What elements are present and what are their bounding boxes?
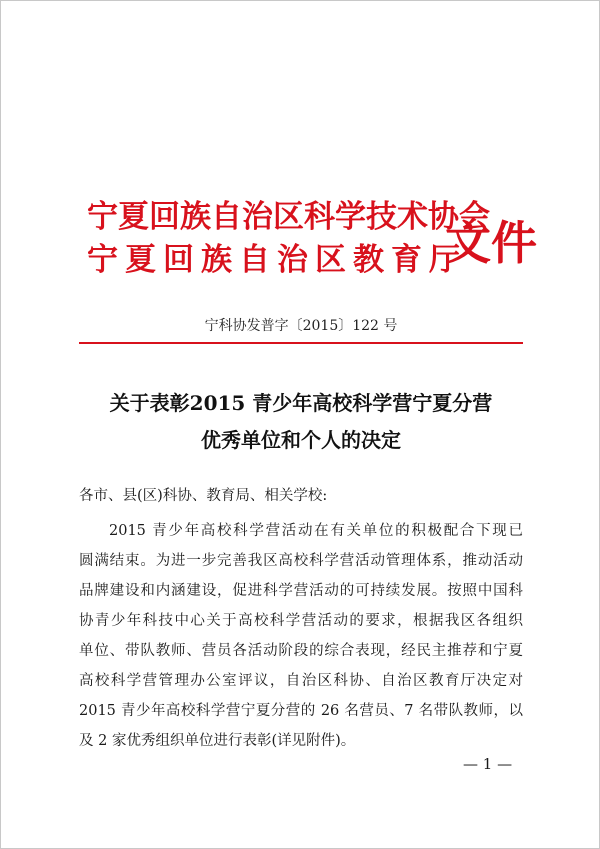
red-separator-line — [79, 342, 523, 344]
document-type-label: 文件 — [445, 216, 537, 270]
document-title-line-1: 关于表彰2015 青少年高校科学营宁夏分营 — [109, 391, 493, 415]
document-number: 宁科协发普字〔2015〕122 号 — [204, 318, 398, 334]
body-line: 圆满结束。为进一步完善我区高校科学营活动管理体系，推动活动 — [79, 553, 523, 569]
issuer-name-primary: 宁夏回族自治区科学技术协会 — [87, 199, 490, 235]
salutation: 各市、县(区)科协、教育局、相关学校: — [79, 488, 328, 504]
body-line: 及 2 家优秀组织单位进行表彰(详见附件)。 — [79, 733, 356, 749]
body-line: 高校科学营管理办公室评议，自治区科协、自治区教育厅决定对 — [79, 673, 523, 689]
issuer-name-secondary: 宁夏回族自治区教育厅 — [87, 242, 467, 278]
body-line: 单位、带队教师、营员各活动阶段的综合表现，经民主推荐和宁夏 — [79, 643, 523, 659]
body-line: 2015 青少年高校科学营宁夏分营的 26 名营员、7 名带队教师，以 — [79, 703, 523, 719]
page-number: — 1 — — [463, 755, 513, 773]
body-line: 2015 青少年高校科学营活动在有关单位的积极配合下现已 — [109, 523, 523, 539]
body-line: 品牌建设和内涵建设，促进科学营活动的可持续发展。按照中国科 — [79, 583, 523, 599]
body-line: 协青少年科技中心关于高校科学营活动的要求，根据我区各组织 — [79, 613, 523, 629]
document-title-line-2: 优秀单位和个人的决定 — [201, 428, 401, 452]
